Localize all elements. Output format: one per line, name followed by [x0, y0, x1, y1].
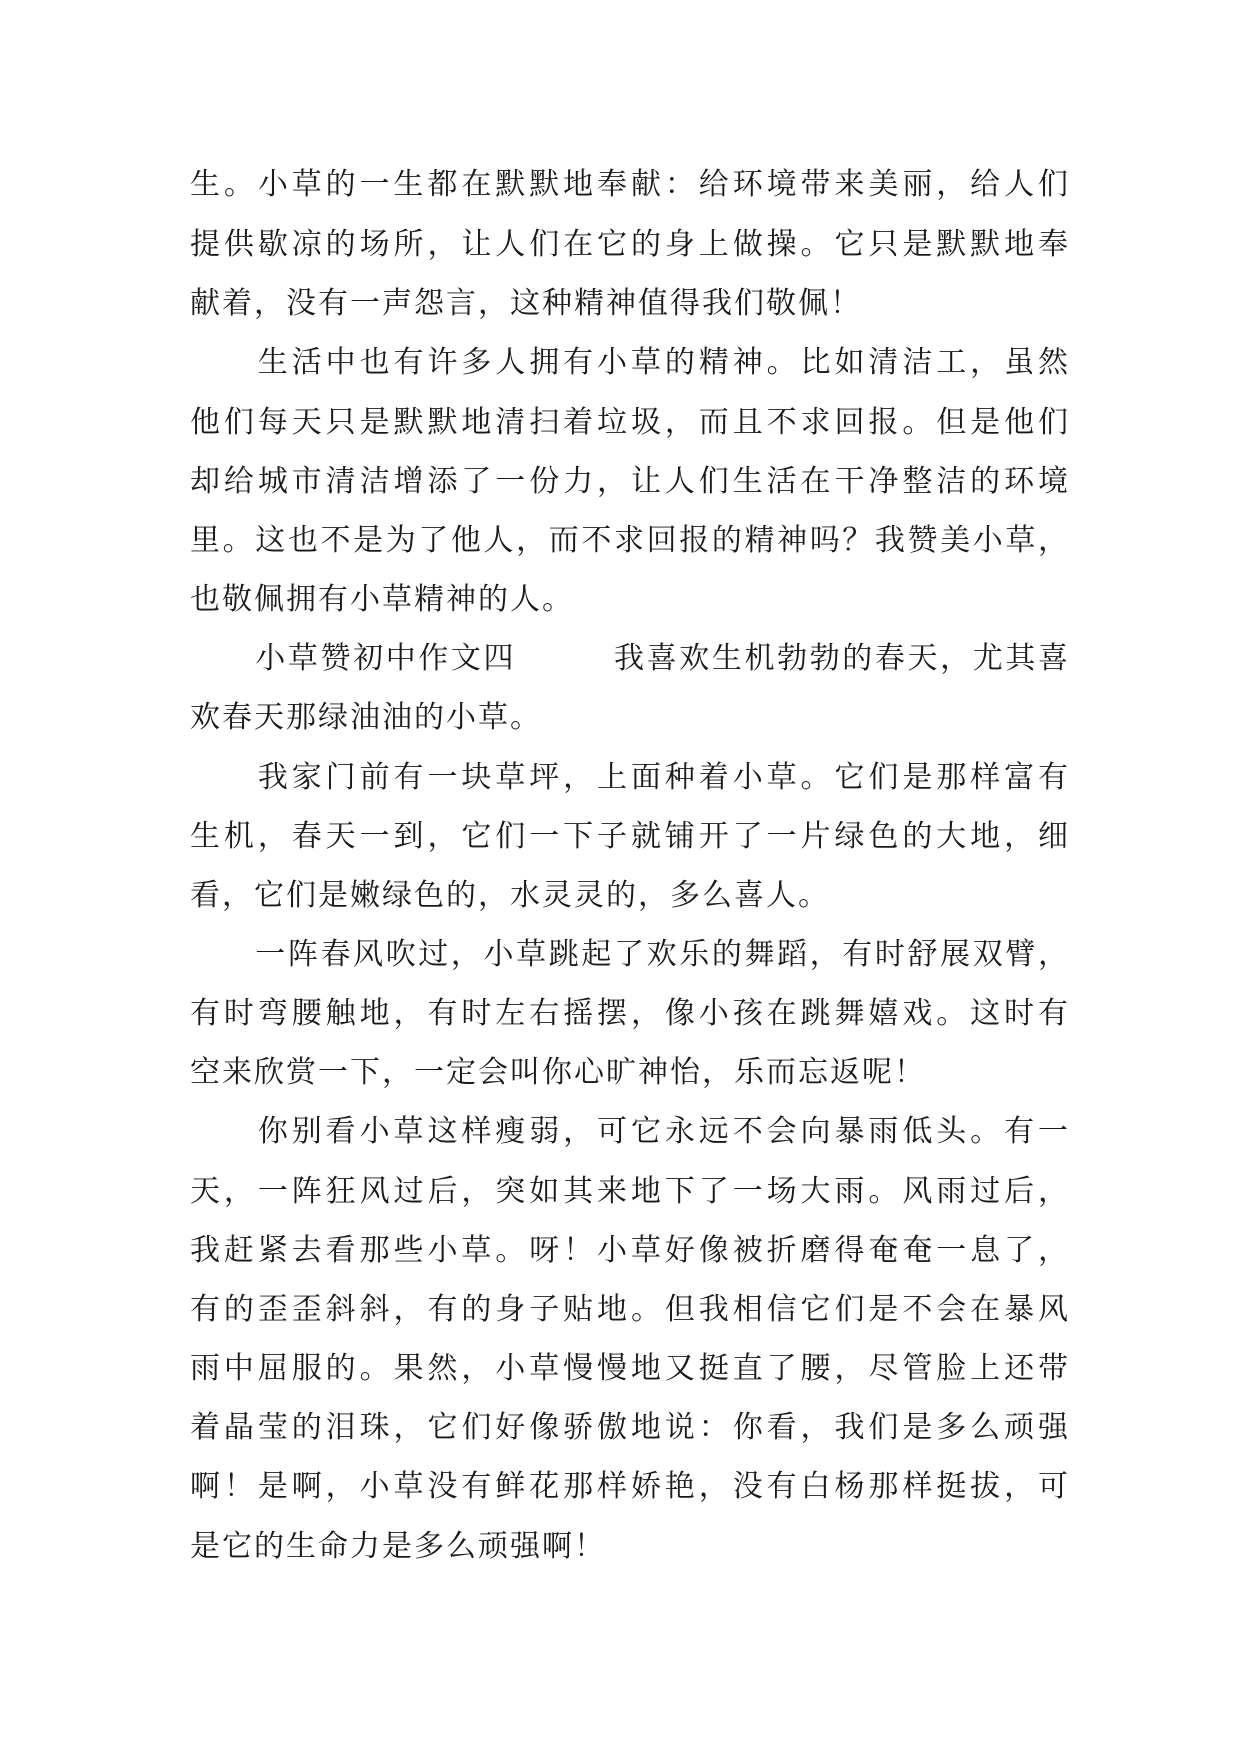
text-line: 里。这也不是为了他人，而不求回报的精神吗？我赞美小草，	[190, 523, 1070, 558]
text-line: 有的歪歪斜斜，有的身子贴地。但我相信它们是不会在暴风	[190, 1292, 1070, 1327]
text-line: 我赶紧去看那些小草。呀！小草好像被折磨得奄奄一息了，	[190, 1233, 1070, 1268]
text-line: 看，它们是嫩绿色的，水灵灵的，多么喜人。	[190, 878, 830, 913]
text-line: 小草赞初中作文四 我喜欢生机勃勃的春天，尤其喜	[190, 641, 1070, 676]
text-line: 我家门前有一块草坪，上面种着小草。它们是那样富有	[190, 760, 1070, 795]
text-line: 你别看小草这样瘦弱，可它永远不会向暴雨低头。有一	[190, 1114, 1070, 1149]
text-line: 是它的生命力是多么顽强啊！	[190, 1529, 606, 1564]
text-line: 有时弯腰触地，有时左右摇摆，像小孩在跳舞嬉戏。这时有	[190, 996, 1070, 1031]
text-line: 一阵春风吹过，小草跳起了欢乐的舞蹈，有时舒展双臂，	[190, 937, 1070, 972]
text-line: 天，一阵狂风过后，突如其来地下了一场大雨。风雨过后，	[190, 1174, 1070, 1209]
text-line: 着晶莹的泪珠，它们好像骄傲地说：你看，我们是多么顽强	[190, 1410, 1070, 1445]
text-line: 提供歇凉的场所，让人们在它的身上做操。它只是默默地奉	[190, 227, 1070, 262]
text-line: 却给城市清洁增添了一份力，让人们生活在干净整洁的环境	[190, 464, 1070, 499]
text-line: 也敬佩拥有小草精神的人。	[190, 582, 574, 617]
text-line: 他们每天只是默默地清扫着垃圾，而且不求回报。但是他们	[190, 405, 1070, 440]
text-line: 献着，没有一声怨言，这种精神值得我们敬佩！	[190, 286, 862, 321]
text-line: 啊！是啊，小草没有鲜花那样娇艳，没有白杨那样挺拔，可	[190, 1469, 1070, 1504]
text-line: 生机，春天一到，它们一下子就铺开了一片绿色的大地，细	[190, 819, 1070, 854]
text-line: 欢春天那绿油油的小草。	[190, 700, 542, 735]
text-line: 生活中也有许多人拥有小草的精神。比如清洁工，虽然	[190, 345, 1070, 380]
text-line: 空来欣赏一下，一定会叫你心旷神怡，乐而忘返呢！	[190, 1055, 926, 1090]
text-line: 生。小草的一生都在默默地奉献：给环境带来美丽，给人们	[190, 167, 1070, 202]
text-line: 雨中屈服的。果然，小草慢慢地又挺直了腰，尽管脸上还带	[190, 1351, 1070, 1386]
